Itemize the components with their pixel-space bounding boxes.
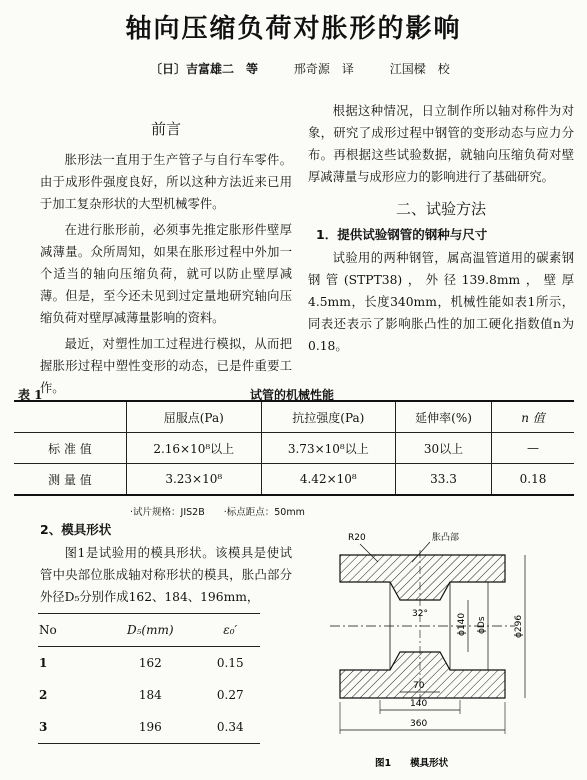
table-cell: 0.15 [216,656,244,670]
table-header-cell: n 值 [492,401,575,433]
table-header-row [38,614,260,647]
preface-paragraph: 胀形法一直用于生产管子与自行车零件。由于成形件强度良好，所以这种方法近来已用于加工复杂形状的大型机械零件。 [40,153,292,211]
table-cell: 0.18 [492,464,575,496]
author: 〔日〕吉富雄二 等 [150,62,259,76]
table-cell: 2.16×10⁸以上 [127,433,262,464]
die-paragraph: 图1是试验用的模具形状。该模具是使试管中央部位胀成轴对称形状的模具，胀凸部分外径D₅分别作成162、184、196mm， [40,546,292,604]
table-row [38,679,260,711]
author-line [150,60,472,77]
table-cell: — [492,433,575,464]
table-cell: 标 准 值 [14,433,127,464]
table-header-cell [14,401,127,433]
table-cell: 4.42×10⁸ [261,464,396,496]
table-row [38,647,260,680]
preface-paragraph: 最近，对塑性加工过程进行模拟，从而把握胀形过程中塑性变形的动态，已是件重要工作。 [40,337,292,395]
die-section [40,520,292,608]
w140-label: 140 [410,699,428,709]
table-header-cell: 屈服点(Pa) [127,401,262,433]
table-cell: 0.34 [201,711,260,744]
table-cell: 3 [38,711,100,744]
table-cell: 33.3 [396,464,492,496]
ds-label: ϕDs [477,616,487,634]
r20-label: R20 [348,533,366,543]
table-cell: 3.73×10⁸以上 [261,433,396,464]
die-figure [300,520,580,770]
table-header-cell: ε₀′ [201,614,260,647]
table-header-cell: D₅(mm) [100,614,201,647]
subsection-heading: 2、模具形状 [40,522,112,537]
table-cell: 3.23×10⁸ [127,464,262,496]
table-header-cell: 抗拉强度(Pa) [261,401,396,433]
table-header-cell: No [38,614,100,647]
bulge-label: 胀凸部 [432,533,460,543]
preface-paragraph: 在进行胀形前，必须事先推定胀形件壁厚减薄量。众所周知，如果在胀形过程中外加一个适当的轴向压缩负荷，就可以防止壁厚减薄。但是，至今还未见到过定量地研究轴向压缩负荷对壁厚减薄量影响的资料。 [40,223,292,325]
angle-label: 32° [412,609,428,619]
subsection-heading: 1．提供试验钢管的钢种与尺寸 [316,227,488,242]
table-cell: 0.27 [216,688,244,702]
d140-label: ϕ140 [457,612,467,636]
figure-caption: 图1 模具形状 [375,758,449,769]
section-heading: 二、试验方法 [395,200,486,218]
table-cell: 162 [138,656,162,670]
die-lower-block [340,652,505,698]
table1-label: 表 1 [18,388,43,402]
table-cell: 测 量 值 [14,464,127,496]
intro-paragraph: 根据这种情况，日立制作所以轴对称件为对象，研究了成形过程中钢管的变形动态与应力分布。再根据这些试验数据，就轴向压缩负荷对壁厚减薄量与成形应力的影响进行了基础研究。 [308,104,574,184]
w70-label: 70 [413,681,425,691]
steel-paragraph: 试验用的两种钢管，属高温管道用的碳素钢钢管(STPT38)，外径139.8mm，壁厚4.5mm，长度340mm，机械性能如表1所示，同表还表示了影响胀凸性的加工硬化指数值n为0.18。 [308,251,574,353]
table-row [38,711,260,744]
table-row [14,464,574,496]
die-upper-block [340,555,505,600]
table-header-cell: 延伸率(%) [396,401,492,433]
translator: 邢奇源 译 [293,62,354,76]
table-header-row [14,401,574,433]
die-size-table [38,613,260,744]
page-title: 轴向压缩负荷对胀形的影响 [125,14,462,44]
table-cell: 184 [138,688,162,702]
table1-note: ·试片规格：JIS2B ·标点距点：50mm [130,507,305,518]
preface-heading: 前言 [150,120,181,138]
table-cell: 30以上 [396,433,492,464]
left-column [40,118,292,399]
table1-title: 试管的机械性能 [250,388,335,402]
d296-label: ϕ296 [514,614,524,638]
w360-label: 360 [410,719,428,729]
proofreader: 江国樑 校 [389,62,450,76]
table-cell: 2 [39,688,48,702]
table-cell: 1 [39,656,48,670]
mechanical-properties-table [14,400,574,496]
right-column [308,100,574,357]
table-cell: 196 [100,711,201,744]
table-row [14,433,574,464]
